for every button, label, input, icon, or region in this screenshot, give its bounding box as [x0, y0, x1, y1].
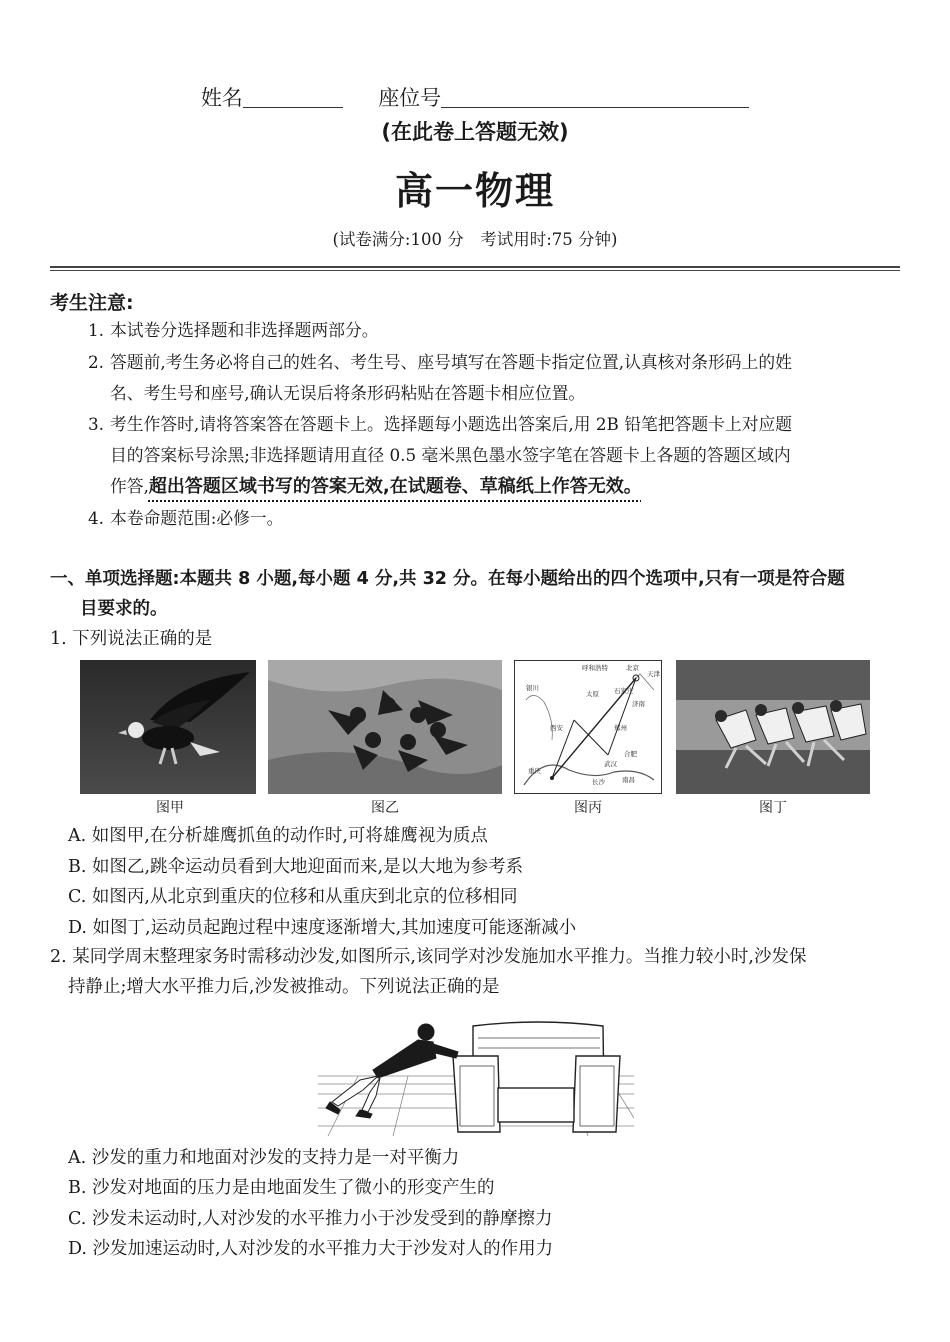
q2-option-d[interactable]: D. 沙发加速运动时,人对沙发的水平推力大于沙发对人的作用力: [68, 1239, 554, 1259]
section-heading: 一、单项选择题:本题共 8 小题,每小题 4 分,共 32 分。在每小题给出的四个选项中,只有一项是符合题 目要求的。: [50, 569, 845, 619]
notice-item-3: 3. 考生作答时,请将答案答在答题卡上。选择题每小题选出答案后,用 2B 铅笔把答题卡上对应题 目的答案标号涂黑;非选择题请用直径 0.5 毫米黑色墨水签字笔在答题卡上各题的答题区域内 作答,超出答题区域书写的答案无效,在试题卷、草稿纸上作答无效。: [88, 414, 793, 497]
map-label: 太原: [586, 690, 599, 698]
sprinters-image: [676, 660, 870, 794]
map-label: 呼和浩特: [582, 664, 608, 672]
seat-blank[interactable]: [441, 87, 749, 108]
notice-item-4: 4. 本卷命题范围:必修一。: [88, 508, 284, 528]
question-2-stem: 2. 某同学周末整理家务时需移动沙发,如图所示,该同学对沙发施加水平推力。当推力较小时,沙发保 持静止;增大水平推力后,沙发被推动。下列说法正确的是: [50, 947, 807, 997]
caption-fig-bing: 图丙: [574, 800, 602, 816]
map-label: 合肥: [624, 750, 637, 758]
q2-option-c[interactable]: C. 沙发未运动时,人对沙发的水平推力小于沙发受到的静摩擦力: [68, 1209, 553, 1229]
map-label: 西安: [550, 724, 563, 732]
seat-label: 座位号: [378, 86, 442, 110]
map-label: 石家庄: [614, 687, 634, 695]
caption-fig-ding: 图丁: [759, 800, 787, 816]
notice-item-1: 1. 本试卷分选择题和非选择题两部分。: [88, 320, 379, 340]
sofa-push-illustration: [318, 1018, 634, 1136]
q1-option-d[interactable]: D. 如图丁,运动员起跑过程中速度逐渐增大,其加速度可能逐渐减小: [68, 918, 577, 938]
map-label: 郑州: [614, 724, 627, 732]
invalid-note: (在此卷上答题无效): [381, 120, 569, 144]
map-label: 济南: [632, 700, 645, 708]
map-label: 南昌: [622, 776, 635, 784]
map-label: 武汉: [604, 760, 617, 768]
map-label: 天津: [647, 670, 660, 678]
q1-option-c[interactable]: C. 如图丙,从北京到重庆的位移和从重庆到北京的位移相同: [68, 887, 518, 907]
name-label: 姓名: [200, 86, 243, 110]
map-label: 北京: [626, 664, 639, 672]
notice-item-2: 2. 答题前,考生务必将自己的姓名、考生号、座号填写在答题卡指定位置,认真核对条形码上的姓 名、考生号和座号,确认无误后将条形码粘贴在答题卡相应位置。: [88, 352, 792, 403]
exam-meta: (试卷满分:100 分 考试用时:75 分钟): [332, 230, 618, 249]
q2-option-a[interactable]: A. 沙发的重力和地面对沙发的支持力是一对平衡力: [68, 1148, 460, 1168]
skydivers-image: [268, 660, 502, 794]
name-blank[interactable]: [243, 87, 343, 108]
caption-fig-jia: 图甲: [156, 800, 184, 816]
eagle-image: [80, 660, 256, 794]
divider-thick: [50, 266, 900, 268]
emphasis-warning: 超出答题区域书写的答案无效,在试题卷、草稿纸上作答无效。: [148, 476, 642, 497]
q2-option-b[interactable]: B. 沙发对地面的压力是由地面发生了微小的形变产生的: [68, 1178, 495, 1198]
question-1-stem: 1. 下列说法正确的是: [50, 629, 213, 649]
map-label: 银川: [526, 684, 539, 692]
divider-thin: [50, 270, 900, 271]
map-label: 重庆: [528, 767, 541, 775]
page-title: 高一物理: [394, 168, 555, 213]
q1-option-a[interactable]: A. 如图甲,在分析雄鹰抓鱼的动作时,可将雄鹰视为质点: [68, 826, 488, 846]
map-label: 长沙: [592, 778, 605, 786]
china-route-map: [514, 660, 662, 794]
name-seat-line: [0, 82, 950, 112]
q1-option-b[interactable]: B. 如图乙,跳伞运动员看到大地迎面而来,是以大地为参考系: [68, 857, 524, 877]
notice-title: 考生注意:: [50, 292, 134, 314]
caption-fig-yi: 图乙: [371, 800, 399, 816]
